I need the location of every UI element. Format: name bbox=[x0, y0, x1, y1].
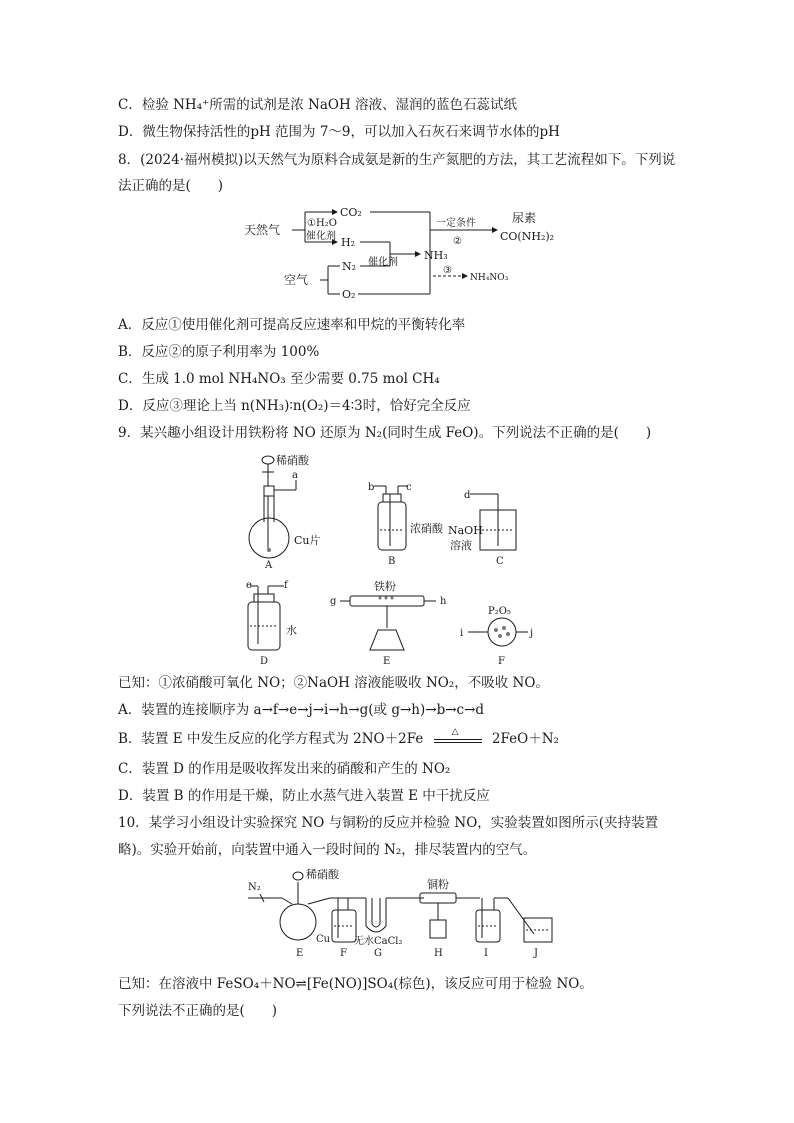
dilute-hno3-label-10: 稀硝酸 bbox=[306, 868, 339, 881]
option-d8: D．反应③理论上当 n(NH₃)∶n(O₂)＝4∶3时，恰好完全反应 bbox=[118, 398, 471, 414]
natural-gas-label: 天然气 bbox=[244, 223, 281, 237]
p2o5-label: P₂O₅ bbox=[488, 606, 511, 617]
option-d9: D．装置 B 的作用是干燥，防止水蒸气进入装置 E 中干扰反应 bbox=[118, 788, 490, 804]
urea-label: 尿素 bbox=[512, 211, 537, 225]
apparatus-e-label: E bbox=[383, 656, 391, 667]
apparatus-f-label: F bbox=[498, 656, 505, 667]
h2-label: H₂ bbox=[341, 236, 356, 249]
port-i-label: i bbox=[460, 628, 464, 639]
cu-label-10: Cu bbox=[316, 934, 331, 945]
apparatus-h10-label: H bbox=[434, 948, 443, 959]
option-b9-text: B．装置 E 中发生反应的化学方程式为 2NO＋2Fe bbox=[118, 731, 424, 747]
question-10-line2: 略)。实验开始前，向装置中通入一段时间的 N₂，排尽装置内的空气。 bbox=[118, 842, 537, 858]
n2-inlet-label: N₂ bbox=[248, 882, 261, 893]
port-g-label: g bbox=[330, 596, 337, 607]
water-label: 水 bbox=[286, 624, 297, 637]
port-h-label: h bbox=[440, 596, 447, 607]
apparatus-c-label: C bbox=[496, 556, 504, 567]
apparatus-j10-label: J bbox=[534, 948, 539, 959]
port-j-label: j bbox=[530, 628, 534, 639]
port-d-label: d bbox=[464, 490, 471, 501]
question-8-line1: 8．(2024·福州模拟)以天然气为原料合成氨是新的生产氮肥的方法，其工艺流程如下。下列说 bbox=[118, 152, 676, 168]
apparatus-g10-label: G bbox=[374, 948, 382, 959]
dilute-hno3-label: 稀硝酸 bbox=[276, 454, 309, 467]
q10-apparatus-figure bbox=[244, 868, 564, 960]
catalyst2-label: 催化剂 bbox=[368, 257, 398, 268]
question-10-line1: 10．某学习小组设计实验探究 NO 与铜粉的反应并检验 NO，实验装置如图所示(夹持装置 bbox=[118, 815, 659, 831]
apparatus-e10-label: E bbox=[296, 948, 304, 959]
option-d7: D．微生物保持活性的pH 范围为 7～9，可以加入石灰石来调节水体的pH bbox=[118, 124, 560, 140]
apparatus-d-label: D bbox=[260, 656, 269, 667]
question-10-line3: 下列说法不正确的是( ) bbox=[118, 1003, 278, 1019]
o2-label: O₂ bbox=[342, 288, 356, 301]
question-8-line2: 法正确的是( ) bbox=[118, 178, 224, 194]
co2-label: CO₂ bbox=[340, 206, 362, 219]
port-b-label: b bbox=[368, 482, 375, 493]
conc-hno3-label: 浓硝酸 bbox=[410, 522, 443, 535]
apparatus-a-label: A bbox=[265, 560, 273, 571]
cu-powder-label: 铜粉 bbox=[427, 878, 449, 891]
fe-powder-label: 铁粉 bbox=[374, 580, 396, 593]
known-9: 已知：①浓硝酸可氧化 NO；②NaOH 溶液能吸收 NO₂，不吸收 NO。 bbox=[118, 675, 549, 691]
q9-apparatus-figure bbox=[240, 450, 560, 670]
option-a9: A．装置的连接顺序为 a→f→e→j→i→h→g(或 g→h)→b→c→d bbox=[118, 702, 485, 718]
cacl2-label: 无水CaCl₂ bbox=[354, 936, 403, 947]
option-c7: C．检验 NH₄⁺所需的试剂是浓 NaOH 溶液、湿润的蓝色石蕊试纸 bbox=[118, 97, 518, 113]
option-c9: C．装置 D 的作用是吸收挥发出来的硝酸和产生的 NO₂ bbox=[118, 761, 451, 777]
option-b9-products: 2FeO＋N₂ bbox=[491, 731, 559, 747]
nh4no3-label: NH₄NO₃ bbox=[470, 273, 509, 283]
option-b8: B．反应②的原子利用率为 100% bbox=[118, 344, 320, 360]
step2-label: ② bbox=[453, 236, 462, 247]
heat-symbol: △ bbox=[451, 726, 459, 737]
nh3-label: NH₃ bbox=[424, 249, 448, 262]
question-9: 9．某兴趣小组设计用铁粉将 NO 还原为 N₂(同时生成 FeO)。下列说法不正确的是( ) bbox=[118, 425, 652, 441]
urea-formula: CO(NH₂)₂ bbox=[500, 230, 555, 243]
step3-label: ③ bbox=[443, 265, 452, 276]
condition-label: 一定条件 bbox=[436, 218, 476, 229]
apparatus-f10-label: F bbox=[340, 948, 347, 959]
n2-label: N₂ bbox=[342, 260, 357, 273]
solution-label: 溶液 bbox=[450, 539, 472, 552]
heat-arrow bbox=[434, 726, 482, 749]
air-label: 空气 bbox=[284, 273, 309, 287]
known-10: 已知：在溶液中 FeSO₄＋NO⇌[Fe(NO)]SO₄(棕色)，该反应可用于检验 NO。 bbox=[118, 976, 593, 992]
option-b9 bbox=[118, 726, 559, 749]
catalyst-label: 催化剂 bbox=[306, 231, 336, 242]
naoh-label: NaOH bbox=[448, 524, 483, 537]
option-a8: A．反应①使用催化剂可提高反应速率和甲烷的平衡转化率 bbox=[118, 317, 466, 333]
option-c8: C．生成 1.0 mol NH₄NO₃ 至少需要 0.75 mol CH₄ bbox=[118, 371, 440, 387]
apparatus-b-label: B bbox=[388, 556, 396, 567]
port-e-label: e bbox=[246, 580, 252, 591]
port-a-label: a bbox=[292, 470, 298, 481]
apparatus-i10-label: I bbox=[484, 948, 488, 959]
port-c-label: c bbox=[406, 482, 412, 493]
port-f-label: f bbox=[284, 580, 288, 591]
process-flow-diagram bbox=[240, 202, 580, 302]
step1-label: ①H₂O bbox=[307, 218, 337, 229]
cu-label: Cu片 bbox=[294, 534, 321, 547]
